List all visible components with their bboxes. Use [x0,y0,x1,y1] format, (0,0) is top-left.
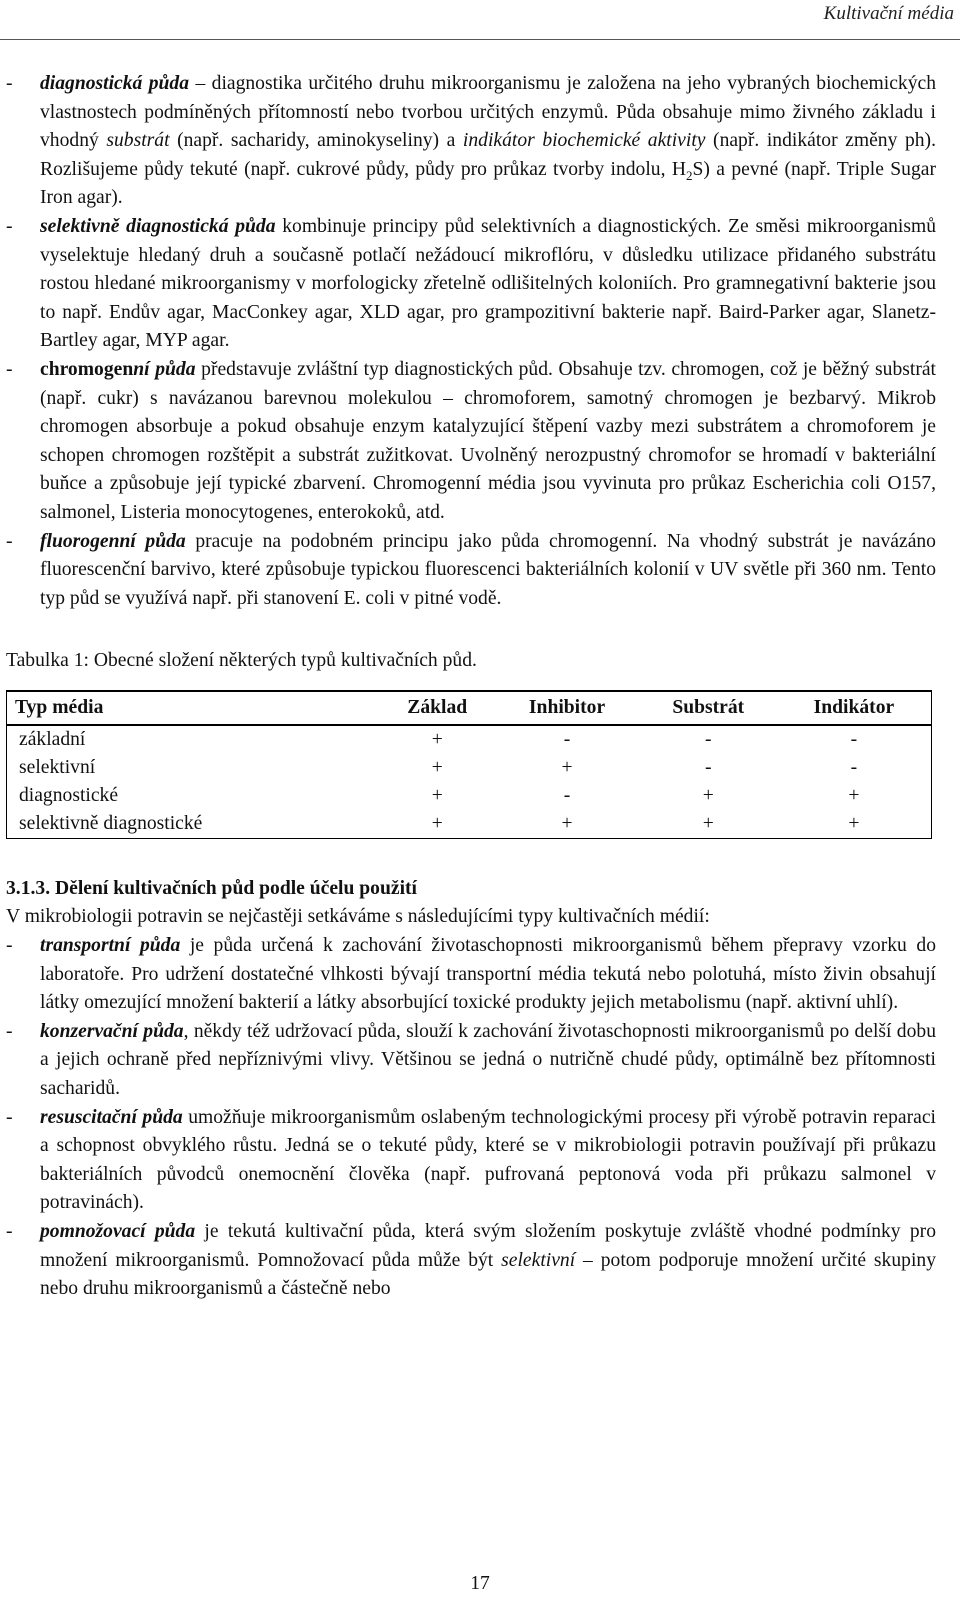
column-header: Substrát [640,691,777,725]
table-row: základní + - - - [19,728,858,750]
term: pomnožovací půda [40,1221,196,1242]
column-header: Typ média [7,691,381,725]
page-number: 17 [470,1573,490,1594]
page-content [6,70,936,1304]
list-item-chromogenic-medium: - chromogenní půda představuje zvláštní typ diagnostických půd. Obsahuje tzv. chromogen, což je běžný substrát (např. cukr) s navázanou barevnou molekulou – chromoforem, samotný chromogen je bezbarvý. Mikrob chromogen absorbuje a pokud obsahuje enzym katalyzující štěpení vazby mezi substrátem a chromoforem je schopen chromogen rozštěpit a substrát zužitkovat. Uvolněný nerozpustný chromofor se hromadí v bakteriální buňce a způsobuje její typické zbarvení. Chromogenní média jsou vyvinuta pro průkaz Escherichia coli O157, salmonel, Listeria monocytogenes, enterokoků, atd. [6,358,936,523]
running-header: Kultivační média [823,3,954,24]
term: chromogen [40,358,134,380]
term: transportní půda [40,935,181,957]
term: diagnostická půda [40,73,190,94]
table-header-row [7,691,932,725]
list-item-resuscitation-medium: - resuscitační půda umožňuje mikroorganismům oslabeným technologickými procesy při výrobě potravin reparaci a schopnost obvyklého růstu. Jedná se o tekuté půdy, které se v mikrobiologii potravin používají při průkazu bakteriálních původců onemocnění člověka (např. pufrovaná peptonová voda při průkazu salmonel v potravinách). [6,1106,936,1214]
list-item-fluorogenic-medium: - fluorogenní půda pracuje na podobném principu jako půda chromogenní. Na vhodný substrát je navázáno fluorescenční barvivo, které způsobuje typickou fluorescenci bakteriálních kolonií v UV světle při 360 nm. Tento typ půd se využívá např. při stanovení E. coli v pitné vodě. [6,530,936,609]
list-item-preservation-medium: - konzervační půda, někdy též udržovací půda, slouží k zachování životaschopnosti mikroorganismů po delší dobu a jejich ochraně před nepříznivými vlivy. Většinou se jedná o nutričně chudé půdy, optimálně bez přítomnosti sacharidů. [6,1020,936,1100]
table-row: selektivní + + - - [19,756,858,778]
column-header: Inhibitor [494,691,639,725]
table-row: diagnostické + - + + [19,784,860,806]
term: fluorogenní půda [40,530,186,552]
term: konzervační půda [40,1020,184,1042]
list-item-transport-medium: - transportní půda je půda určená k zachování životaschopnosti mikroorganismů během přepravy vzorku do laboratoře. Pro udržení dostatečné vlhkosti bývají transportní média tekutá nebo polotuhá, místo živin obsahují látky omezující množení bakterií a látky absorbující toxické produkty jejich metabolismu (např. aktivní uhlí). [6,935,936,1014]
section-heading: 3.1.3. Dělení kultivačních půd podle účelu použití [6,877,417,899]
list-item-selective-diagnostic-medium: - selektivně diagnostická půda kombinuje principy půd selektivních a diagnostických. Ze směsi mikroorganismů vyselektuje hledaný druh a současně potlačí nežádoucí mikroflóru, v důsledku utilizace přidaného substrátu rostou hledané mikroorganismy v morfologicky zřetelně odlišitelných koloniích. Pro gramnegativní bakterie jsou to např. Endův agar, MacConkey agar, XLD agar, pro grampozitivní bakterie např. Baird-Parker agar, Slanetz-Bartley agar, MYP agar. [6,215,936,352]
media-composition-table [6,690,932,839]
list-item-diagnostic-medium: - diagnostická půda – diagnostika určitého druhu mikroorganismu je založena na jeho vybraných biochemických vlastnostech podmíněných přítomností nebo tvorbou určitých enzymů. Půda obsahuje mimo živného základu i vhodný substrát (např. sacharidy, aminokyseliny) a indikátor biochemické aktivity (např. indikátor změny ph). Rozlišujeme půdy tekuté (např. cukrové půdy, půdy pro průkaz tvorby indolu, $H_2S$) a pevné (např. Triple Sugar Iron agar). [6,73,936,209]
header-divider [0,39,960,40]
section-intro: V mikrobiologii potravin se nejčastěji setkáváme s následujícími typy kultivačních médií: [6,906,710,928]
term: selektivně diagnostická půda [40,215,276,237]
column-header: Indikátor [777,691,932,725]
table-caption: Tabulka 1: Obecné složení některých typů kultivačních půd. [6,650,477,672]
column-header: Základ [380,691,494,725]
term: resuscitační půda [40,1106,183,1128]
table-row: selektivně diagnostické + + + + [7,810,932,839]
list-item-enrichment-medium: - pomnožovací půda je tekutá kultivační půda, která svým složením poskytuje zvláště vhodné podmínky pro množení mikroorganismů. Pomnožovací půda může být selektivní – potom podporuje množení určité skupiny nebo druhu mikroorganismů a částečně nebo [6,1221,936,1300]
